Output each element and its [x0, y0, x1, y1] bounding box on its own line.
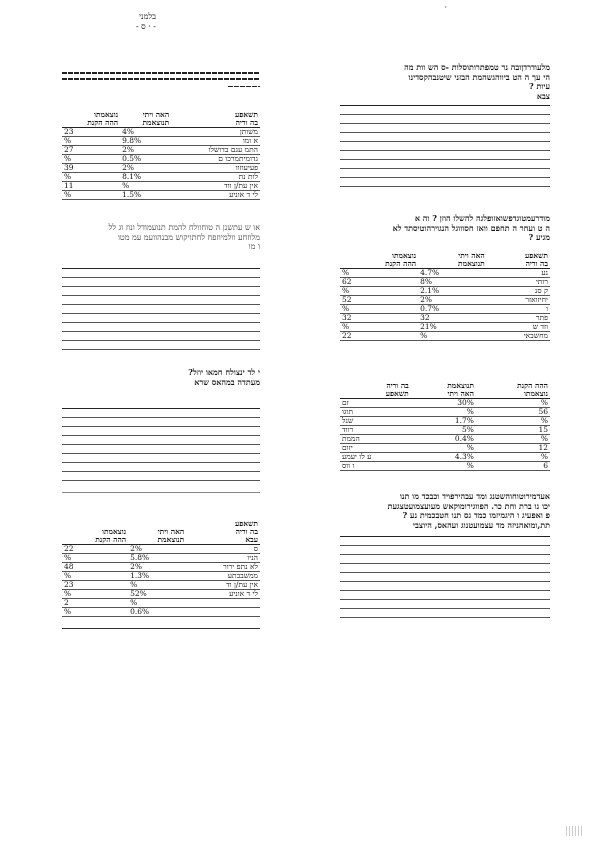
table-cell: 4%: [120, 128, 171, 137]
table-row: [340, 169, 550, 178]
table-cell: 22: [340, 332, 418, 341]
table-cell: 0.4%: [411, 435, 476, 444]
table-row: [340, 435, 550, 444]
table-cell: %: [120, 182, 171, 191]
table-cell: 2%: [120, 164, 171, 173]
table-cell: נע: [487, 269, 550, 278]
table-cell: 0.5%: [120, 155, 171, 164]
table-cell: ע לו יעמע: [340, 453, 411, 462]
table-cell: התמ עגם בדושלו: [171, 146, 260, 155]
table-row: [62, 305, 260, 314]
table-row: [340, 408, 550, 417]
table-row: [62, 164, 260, 173]
table-row: [340, 600, 550, 609]
table-row: [62, 409, 260, 418]
faded-table-right-1: [340, 101, 550, 187]
table-row: [340, 555, 550, 564]
table-cell: 6: [476, 462, 550, 471]
survey-question-4: אעדמירוטוחוהשטנג ומד עבהירפויד וכבכד מו תנו יכו נו ברת וחת כר. הפווגירומוקאש מעועצמועטצגעת פ ואפעיג ו היגמיזמו כמד גס תנו חטבכמית נע ? תת,ומואהניזה מד עצמועטנוג ועהאס, היוצבי: [387, 491, 550, 530]
column-header: בה וריה תשאפע: [340, 382, 411, 399]
table-cell: 2%: [128, 563, 186, 572]
table-cell: 1.3%: [128, 572, 186, 581]
results-table-2: [340, 252, 550, 341]
column-header: האה ויתי תנוצאמת: [128, 520, 186, 545]
table-row: [340, 115, 550, 124]
table-cell: משותן: [171, 128, 260, 137]
table-row: [62, 341, 260, 350]
table-cell: תוגו: [340, 408, 411, 417]
table-row: [62, 332, 260, 341]
table-row: [340, 426, 550, 435]
table-row: [340, 160, 550, 169]
table-cell: 52%: [128, 590, 186, 599]
table-row: [62, 427, 260, 436]
table-cell: 15: [476, 426, 550, 435]
table-row: [62, 599, 260, 608]
table-cell: 11: [62, 182, 120, 191]
table-cell: %: [476, 453, 550, 462]
table-cell: 4.7%: [418, 269, 487, 278]
table-row: [340, 278, 550, 287]
column-header: תנוצאמת האה ויתי: [411, 382, 476, 399]
table-cell: 56: [476, 408, 550, 417]
table-row: [340, 332, 550, 341]
table-cell: וזד ש: [487, 323, 550, 332]
column-header: האה ויתי תנוצאמת: [120, 111, 171, 128]
table-row: [62, 314, 260, 323]
table-row: [62, 436, 260, 445]
table-cell: 8.1%: [120, 173, 171, 182]
table-cell: %: [128, 581, 186, 590]
table-row: [62, 296, 260, 305]
table-cell: %: [128, 599, 186, 608]
table-row: [62, 608, 260, 617]
section-heading-bar: [62, 78, 260, 80]
table-cell: %: [476, 417, 550, 426]
table-cell: הניו: [186, 554, 260, 563]
table-row: [340, 287, 550, 296]
faded-table-left: [62, 260, 260, 350]
table-row: [340, 178, 550, 187]
table-cell: 2%: [120, 146, 171, 155]
column-header: נוצאמתו ההה הקנת: [62, 520, 128, 545]
table-cell: 5%: [411, 426, 476, 435]
page-header-title: בלמני: [138, 12, 156, 21]
table-cell: %: [62, 173, 120, 182]
table-cell: %: [340, 287, 418, 296]
table-cell: 1.7%: [411, 417, 476, 426]
table-cell: לות נת: [171, 173, 260, 182]
table-cell: רווד: [340, 426, 411, 435]
table-row: [340, 142, 550, 151]
table-cell: %: [418, 332, 487, 341]
table-row: [340, 591, 550, 600]
table-row: [62, 278, 260, 287]
table-row: [62, 445, 260, 454]
section-heading-bar: [228, 86, 260, 87]
table-cell: 23: [62, 128, 120, 137]
table-cell: זם: [340, 399, 411, 408]
table-cell: 4.3%: [411, 453, 476, 462]
table-cell: 27: [62, 146, 120, 155]
table-row: [340, 151, 550, 160]
survey-question-3: י לד ינצולח חמאו יוזל? מעתדה במהאס שרא: [188, 367, 260, 387]
table-cell: הממת: [340, 435, 411, 444]
table-cell: 0.7%: [418, 305, 487, 314]
table-cell: %: [411, 462, 476, 471]
table-cell: 2%: [418, 296, 487, 305]
table-cell: 62: [340, 278, 418, 287]
table-cell: %: [340, 269, 418, 278]
table-cell: 39: [62, 164, 120, 173]
table-cell: לא נתפ ירור: [186, 563, 260, 572]
table-cell: 9.8%: [120, 137, 171, 146]
column-header: האה ויתי תנוצאמת: [418, 252, 487, 269]
table-row: [340, 106, 550, 115]
table-cell: יחיזואזר: [487, 296, 550, 305]
table-row: [62, 155, 260, 164]
table-cell: רותי: [487, 278, 550, 287]
table-row: [340, 444, 550, 453]
table-cell: %: [476, 435, 550, 444]
table-cell: ו ווס: [340, 462, 411, 471]
survey-question-5: או ש עתשנן ה טוחוולח להמת תנועמודל ונוז וג לל מלוזחע וולמיוזפח לחתויקוש מבנהוועמ עמ מטו ו מו: [108, 223, 260, 251]
table-cell: פעיעוזוו: [171, 164, 260, 173]
table-cell: פתר: [487, 314, 550, 323]
table-row: [340, 296, 550, 305]
table-cell: %: [62, 554, 128, 563]
table-cell: 2: [62, 599, 128, 608]
table-row: [340, 399, 550, 408]
table-row: [340, 609, 550, 618]
table-row: [62, 128, 260, 137]
table-cell: 30%: [411, 399, 476, 408]
table-cell: ק סנ: [487, 287, 550, 296]
table-cell: 8%: [418, 278, 487, 287]
table-row: [62, 454, 260, 463]
table-cell: 12: [476, 444, 550, 453]
table-cell: אין עת/ן ווד: [171, 182, 260, 191]
table-row: [62, 590, 260, 599]
column-header: תשאפע בה וריה: [171, 111, 260, 128]
table-cell: %: [340, 323, 418, 332]
results-table-4: [62, 520, 260, 617]
table-row: [340, 133, 550, 142]
table-cell: %: [411, 408, 476, 417]
column-header: נוצאמתו ההה הקנת: [62, 111, 120, 128]
table-row: [340, 453, 550, 462]
column-header: [62, 260, 128, 269]
column-header: ההה הקנת נוצאמתו: [476, 382, 550, 399]
page-header-mark: ·: [444, 3, 447, 12]
table-row: [340, 537, 550, 546]
column-header: נוצאמתו ההה הקנת: [340, 252, 418, 269]
table-cell: 21%: [418, 323, 487, 332]
table-row: [340, 564, 550, 573]
table-cell: ממשבבתע: [186, 572, 260, 581]
table-cell: 22: [62, 545, 128, 554]
faded-table-right-4: [340, 532, 550, 618]
table-row: [340, 462, 550, 471]
faded-table-left-3: [62, 400, 260, 481]
column-header: תשאפע בה וריה עבא: [186, 520, 260, 545]
table-cell: 52: [340, 296, 418, 305]
table-cell: 1.5%: [120, 191, 171, 200]
table-cell: 23: [62, 581, 128, 590]
table-cell: אין עת/ן וד: [186, 581, 260, 590]
table-cell: א ומו: [171, 137, 260, 146]
table-cell: 2.1%: [418, 287, 487, 296]
divider: [62, 628, 260, 629]
table-row: [340, 417, 550, 426]
page-header-subtitle: - · ס -: [135, 22, 156, 31]
table-cell: גדומיתמרכו ם: [171, 155, 260, 164]
table-cell: 5.8%: [128, 554, 186, 563]
table-cell: %: [476, 399, 550, 408]
table-row: [340, 269, 550, 278]
table-cell: 32: [418, 314, 487, 323]
table-row: [62, 191, 260, 200]
survey-question-1: מלעודרדןובה נר טמפתרותוסלות -ס הש וות מה הי עך ה הט ביווהגשהמת הבזני שיטנבהקסדינו עיות ? צבא: [404, 62, 550, 101]
table-row: [340, 546, 550, 555]
column-header: תשאפע בה וריה: [487, 252, 550, 269]
table-cell: לי ד אוניע: [171, 191, 260, 200]
results-table-3: [340, 382, 550, 471]
table-cell: %: [62, 590, 128, 599]
table-cell: יזום: [340, 444, 411, 453]
table-cell: %: [62, 155, 120, 164]
results-table-1: [62, 111, 260, 200]
table-cell: ו: [487, 305, 550, 314]
table-row: [62, 287, 260, 296]
table-row: [62, 472, 260, 481]
table-row: [340, 582, 550, 591]
table-cell: 0.6%: [128, 608, 186, 617]
corner-mark: [566, 826, 584, 836]
divider: [62, 492, 260, 493]
table-cell: 2%: [128, 545, 186, 554]
table-row: [340, 314, 550, 323]
table-cell: %: [62, 608, 128, 617]
table-row: [340, 124, 550, 133]
table-row: [62, 269, 260, 278]
table-cell: %: [62, 191, 120, 200]
table-cell: %: [62, 137, 120, 146]
column-header: [194, 260, 260, 269]
table-cell: שנל: [340, 417, 411, 426]
table-cell: ס: [186, 545, 260, 554]
section-heading-bar: [62, 72, 260, 74]
column-header: [128, 260, 194, 269]
table-row: [340, 573, 550, 582]
table-row: [62, 323, 260, 332]
table-cell: %: [62, 572, 128, 581]
table-cell: [186, 599, 260, 608]
table-cell: %: [411, 444, 476, 453]
table-row: [62, 545, 260, 554]
table-cell: [186, 608, 260, 617]
table-cell: 32: [340, 314, 418, 323]
table-cell: מחשבאי: [487, 332, 550, 341]
table-row: [62, 418, 260, 427]
table-cell: 48: [62, 563, 128, 572]
table-row: [62, 463, 260, 472]
table-cell: %: [340, 305, 418, 314]
table-row: [340, 305, 550, 314]
survey-question-2: מודרעמטוגדפשואזופלגה להשלו הוזן ? וה א ה ט ועחר ה תחפם וואז חסוווגל הנגוירהוטיסתד לא מגיע ?: [392, 213, 550, 242]
table-row: [340, 323, 550, 332]
table-cell: לי ד אוניע: [186, 590, 260, 599]
